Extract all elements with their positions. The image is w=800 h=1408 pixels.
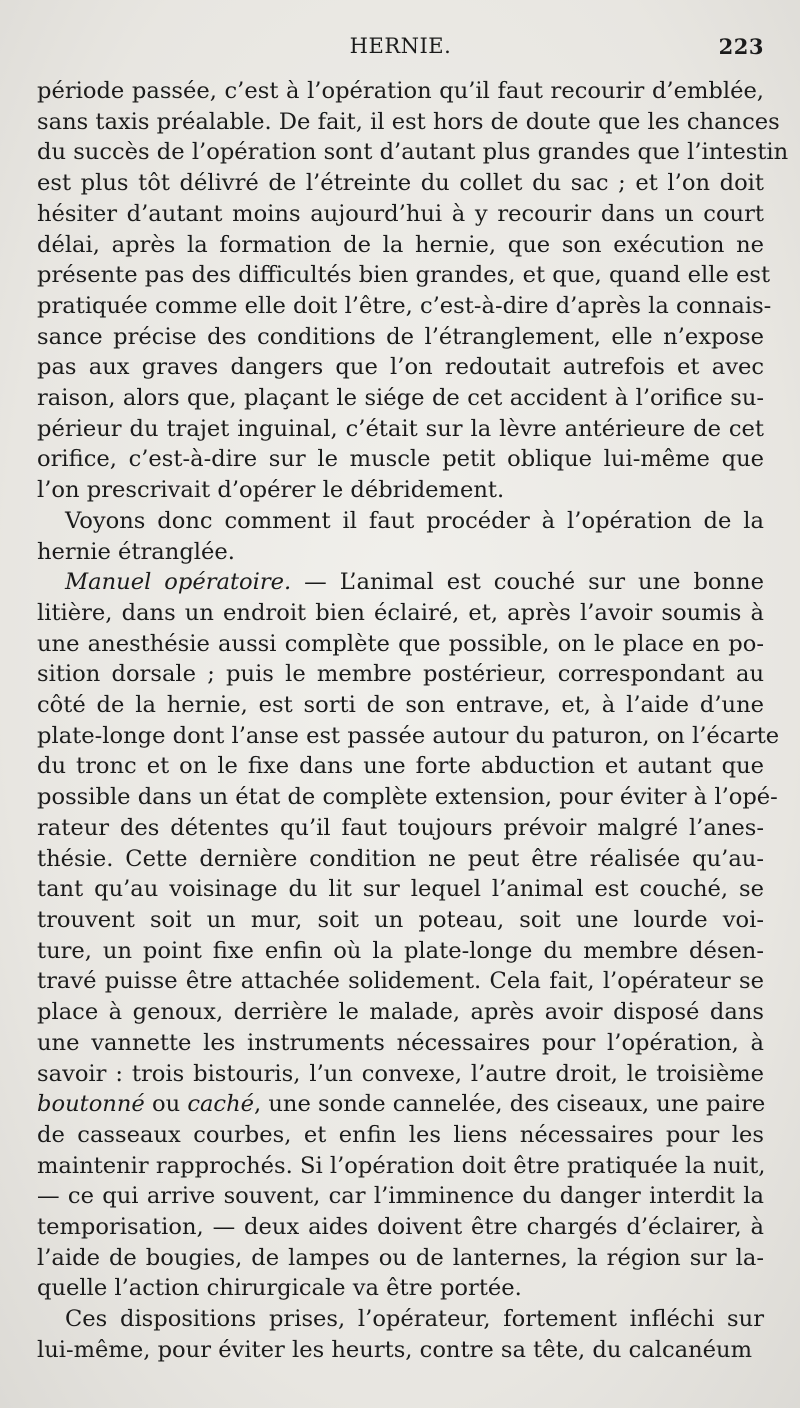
paragraph xyxy=(37,76,789,506)
italic-term: boutonné xyxy=(37,1091,145,1118)
paragraph xyxy=(37,567,780,1304)
text-line xyxy=(37,1089,764,1120)
text-line: délai, après la formation de la hernie, que son exécution ne xyxy=(37,231,764,258)
text-line: hernie étranglée. xyxy=(37,538,235,565)
text-line: côté de la hernie, est sorti de son entrave, et, à l’aide d’une xyxy=(37,692,764,719)
text-line: thésie. Cette dernière condition ne peut être réalisée qu’au- xyxy=(37,845,764,872)
text-line: tant qu’au voisinage du lit sur lequel l’animal est couché, se xyxy=(37,876,764,903)
text-line: de casseaux courbes, et enfin les liens nécessaires pour les xyxy=(37,1121,764,1148)
text-line xyxy=(37,567,764,598)
text-line: sans taxis préalable. De fait, il est hors de doute que les chances xyxy=(37,108,780,135)
text-line: plate-longe dont l’anse est passée autour du paturon, on l’écarte xyxy=(37,722,780,749)
paragraph xyxy=(37,506,764,567)
text-line: période passée, c’est à l’opération qu’il faut recourir d’emblée, xyxy=(37,78,764,104)
text-line: place à genoux, derrière le malade, après avoir disposé dans xyxy=(37,999,764,1026)
text-line: — ce qui arrive souvent, car l’imminence du danger interdit la xyxy=(37,1183,764,1210)
text-line: trouvent soit un mur, soit un poteau, soit une lourde voi- xyxy=(37,906,764,933)
text-line: possible dans un état de complète extension, pour éviter à l’opé- xyxy=(37,784,778,811)
text-line: présente pas des difficultés bien grandes, et que, quand elle est xyxy=(37,262,771,289)
page-body xyxy=(37,76,789,1366)
page-number: 223 xyxy=(718,34,764,59)
text-line: rateur des détentes qu’il faut toujours prévoir malgré l’anes- xyxy=(37,814,764,841)
text-line: une vannette les instruments nécessaires pour l’opération, à xyxy=(37,1029,764,1056)
text-line: du tronc et on le fixe dans une forte abduction et autant que xyxy=(37,753,764,780)
text-line: est plus tôt délivré de l’étreinte du collet du sac ; et l’on doit xyxy=(37,170,764,197)
text-line: hésiter d’autant moins aujourd’hui à y recourir dans un court xyxy=(37,200,764,227)
text-line: sance précise des conditions de l’étranglement, elle n’expose xyxy=(37,323,764,350)
running-title: HERNIE. xyxy=(349,34,452,58)
text-line: temporisation, — deux aides doivent être chargés d’éclairer, à xyxy=(37,1214,764,1241)
text-line: litière, dans un endroit bien éclairé, et, après l’avoir soumis à xyxy=(37,599,764,626)
text-line: Voyons donc comment il faut procéder à l’opération de la xyxy=(65,507,764,534)
text-line: l’on prescrivait d’opérer le débridement. xyxy=(37,477,505,504)
text-line: du succès de l’opération sont d’autant plus grandes que l’intestin xyxy=(37,139,789,166)
paragraph xyxy=(37,1304,764,1365)
text-line: maintenir rapprochés. Si l’opération doit être pratiquée la nuit, xyxy=(37,1152,766,1179)
text-line: orifice, c’est-à-dire sur le muscle petit oblique lui-même que xyxy=(37,446,764,473)
text-line: pas aux graves dangers que l’on redoutait autrefois et avec xyxy=(37,354,764,381)
text-run: ou xyxy=(144,1091,188,1118)
page-header xyxy=(37,28,764,68)
text-line: quelle l’action chirurgicale va être portée. xyxy=(37,1275,522,1302)
text-line: une anesthésie aussi complète que possible, on le place en po- xyxy=(37,630,764,657)
text-line: l’aide de bougies, de lampes ou de lanternes, la région sur la- xyxy=(37,1244,764,1271)
text-run: , une sonde cannelée, des ciseaux, une paire xyxy=(254,1091,766,1118)
text-line: Ces dispositions prises, l’opérateur, fortement infléchi sur xyxy=(65,1306,764,1333)
section-lead: Manuel opératoire. xyxy=(65,569,292,596)
italic-term: caché xyxy=(187,1091,255,1118)
text-line: pratiquée comme elle doit l’être, c’est-à-dire d’après la connais- xyxy=(37,292,772,319)
text-line: sition dorsale ; puis le membre postérieur, correspondant au xyxy=(37,661,764,688)
text-line: lui-même, pour éviter les heurts, contre sa tête, du calcanéum xyxy=(37,1336,752,1363)
text-line: raison, alors que, plaçant le siége de cet accident à l’orifice su- xyxy=(37,385,764,412)
text-run: — L’animal est couché sur une bonne xyxy=(291,569,764,596)
text-line: ture, un point fixe enfin où la plate-longe du membre désen- xyxy=(37,937,764,964)
text-line: savoir : trois bistouris, l’un convexe, l’autre droit, le troisième xyxy=(37,1060,764,1087)
text-line: périeur du trajet inguinal, c’était sur la lèvre antérieure de cet xyxy=(37,415,764,442)
text-line: travé puisse être attachée solidement. Cela fait, l’opérateur se xyxy=(37,968,764,995)
